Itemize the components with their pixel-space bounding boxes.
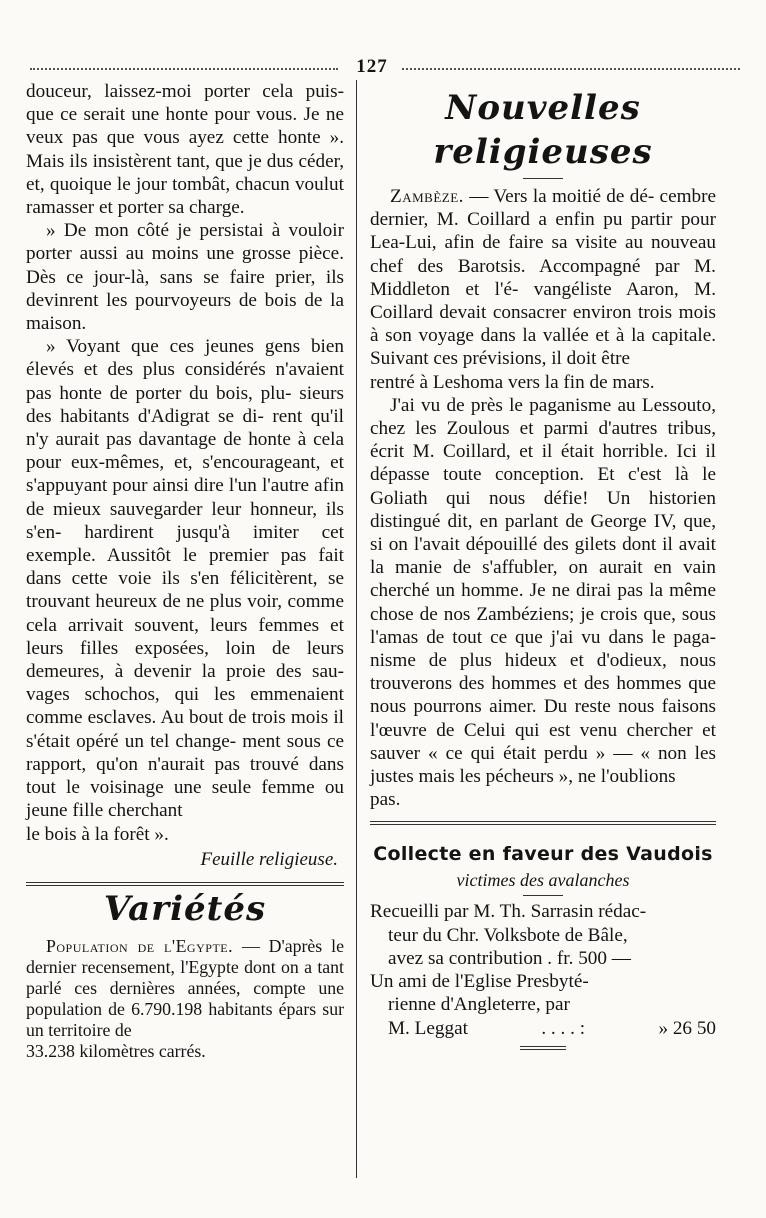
text-line: demeures, à devenir la proie des sau- [26,661,344,683]
text-line: 33.238 kilomètres carrés. [26,1040,206,1061]
text-line: prier, ils devinrent les pourvoyeurs [26,266,344,311]
text-line: teur du Chr. Volksbote de Bâle, [388,924,628,946]
text-line: tombât, chacun voulut ramasser et [26,173,344,219]
text-line: qui est venu chercher et sauver « ce [370,719,716,764]
text-line: J'ai vu de près le paganisme au [390,394,636,416]
text-line: pas honte de porter du bois, plu- [26,382,292,404]
text-line: voie ils s'en félicitèrent, se trouvant [26,568,344,613]
donation-amount: » 26 50 [658,1017,716,1039]
text-line: Je ne veux pas que vous ayez cette [26,104,345,149]
text-line: de tout ce que j'ai vu dans le paga- [426,626,717,648]
donation-list [370,900,716,1039]
text-line: Un ami de l'Eglise Presbyté- [370,971,589,993]
text-line: il était horrible. Ici il dépasse toute [370,441,717,486]
text-line: hommes que nous pourrons aimer. [370,673,717,718]
text-line: Zambéziens; je crois que, sous l'amas [370,603,717,648]
zambeze-paragraph [370,185,716,371]
text-line: nisme de plus hideux et d'odieux, [370,650,667,672]
text-line: arrivait souvent, leurs femmes et [67,614,344,636]
population-paragraph [26,936,344,1041]
text-line: » Voyant que ces jeunes gens bien [46,336,344,358]
text-line: rentré à Leshoma vers la fin de mars. [370,371,655,393]
coillard-paragraph [370,394,716,788]
donation-entry [370,900,716,970]
donor-name: M. Leggat [388,1017,468,1039]
text-line: ment sous ce rapport, qu'on n'aurait [26,730,344,775]
text-line: pas. [370,789,401,811]
text-line: rienne d'Angleterre, par [388,994,570,1016]
text-line: habitants épars sur un territoire de [26,998,345,1040]
text-line: Lessouto, chez les Zoulous et parmi [370,394,716,440]
text-line: qui était perdu » — « non les justes [370,742,716,788]
heading-ornament [523,178,563,179]
section-heading-nouvelles: Nouvelles religieuses [433,88,653,172]
right-column [370,80,716,1050]
zambeze-last-line [370,371,716,394]
text-line: » De mon côté je persistai à vouloir [46,220,344,242]
text-line: Du reste nous faisons l'œuvre de Celui [370,696,717,741]
text-line: heureux de ne plus voir, comme cela [26,591,344,636]
text-line: Je ne dirai pas la même chose de nos [370,580,716,625]
text-line: s'encourageant, et s'appuyant pour [26,452,345,497]
text-line: honte ». Mais ils insistèrent tant, que [26,127,344,172]
text-line: leurs filles exposées, loin de leurs [26,637,344,659]
article-lead: Zambèze. [390,186,464,207]
donation-entry [370,970,716,1040]
header-rule-left [30,68,338,70]
header-rule-right [402,68,740,70]
text-line: si on l'avait dépouillé des gilets dont [370,534,657,556]
text-line: on a tant parlé ces dernières années, [26,956,344,998]
text-line: Recueilli par M. Th. Sarrasin rédac- [370,901,647,923]
end-ornament [520,1046,566,1050]
text-line: Accompagné par M. Middleton et l'é- [370,255,716,300]
text-line: je dus céder, et, quoique le jour [26,150,345,195]
section-heading-varietes: Variétés [103,888,267,929]
text-line: pièce. Dès ce jour-là, sans se faire [26,243,344,288]
paragraph-2 [26,219,344,335]
text-line: — Vers la moitié de dé- [469,186,655,207]
text-line: porter aussi au moins une grosse [26,243,291,265]
text-line: mais les pécheurs », ne l'oublions [418,766,676,788]
text-line: le dernier recensement, l'Egypte dont [26,935,344,977]
text-line: cembre dernier, M. Coillard a enfin [370,186,717,231]
population-last-line [26,1041,344,1062]
text-line: sa visite au nouveau chef des Barotsis. [370,232,717,277]
text-line: nous défie! Un historien distingué [370,487,716,532]
text-line: il avait la manie de s'affubler, on [370,534,717,579]
left-column [26,80,344,1062]
text-line: vages schochos, qui les emmenaient [26,684,344,706]
text-line: hardirent jusqu'à imiter cet exemple. [26,521,344,567]
text-line: rent qu'il n'y aurait pas davantage [26,405,345,451]
paragraph-1 [26,80,344,219]
coillard-last-line [370,788,716,811]
collecte-heading: Collecte en faveur des Vaudois [373,843,713,866]
column-divider [356,80,357,1178]
text-line: pas trouvé dans tout le voisinage une [26,753,344,799]
text-line: avez sa contribution . fr. 500 — [388,947,631,969]
running-header [30,56,740,76]
text-line: Suivant ces prévisions, il doit être [370,348,631,370]
text-line: sauvegarder leur honneur, ils s'en- [26,498,344,543]
article-lead: Population de l'Egypte. [46,935,234,956]
text-line: comme esclaves. Au bout de trois [26,707,286,729]
paragraph-3-last-line [26,823,344,846]
collecte-subheading: victimes des avalanches [456,870,630,891]
text-line: de honte à cela pour eux-mêmes, et, [26,429,345,474]
text-line: vangéliste Aaron, M. Coillard devait [370,278,716,324]
heading-ornament [523,895,563,896]
text-line: d'autres tribus, écrit M. Coillard, et [370,418,717,463]
text-line: ainsi dire l'un l'autre afin de mieux [26,475,345,520]
population-article [26,936,344,1062]
text-line: douceur, laissez-moi porter cela puis- [26,81,344,102]
paragraph-3 [26,335,344,822]
text-line: sieurs des habitants d'Adigrat se di- [26,382,344,427]
text-line: Aussitôt le premier pas fait dans cette [26,545,344,590]
text-line: le bois à la forêt ». [26,823,169,845]
text-line: conception. Et c'est là le Goliath qui [370,464,716,509]
text-line: — D'après [241,935,323,956]
text-line: aurait en vain cherché un homme. [370,557,717,602]
text-line: dit, en parlant de George IV, que, [447,510,717,532]
text-line: porter sa charge. [117,197,245,219]
text-line: compte une population de 6.790.198 [26,977,344,1019]
source-signature: Feuille religieuse. [200,848,338,870]
leader-dots: . . . . : [541,1017,586,1039]
page-number: 127 [356,56,388,77]
text-line: nous trouverons des hommes et des [370,650,716,695]
donation-amount-line [370,1017,716,1040]
section-divider [370,821,716,825]
text-line: de bois de la maison. [26,289,344,335]
text-line: mois il s'était opéré un tel change- [26,707,344,752]
text-line: que ce serait une honte pour vous. [26,104,298,126]
text-line: élevés et des plus considérés n'avaient [26,359,344,381]
text-line: seule femme ou jeune fille cherchant [26,777,345,822]
text-line: pu partir pour Lea-Lui, afin de faire [370,209,716,254]
text-line: consacrer environ trois mois à son [370,302,717,347]
text-line: voyage dans la vallée et à la capitale. [418,325,717,347]
